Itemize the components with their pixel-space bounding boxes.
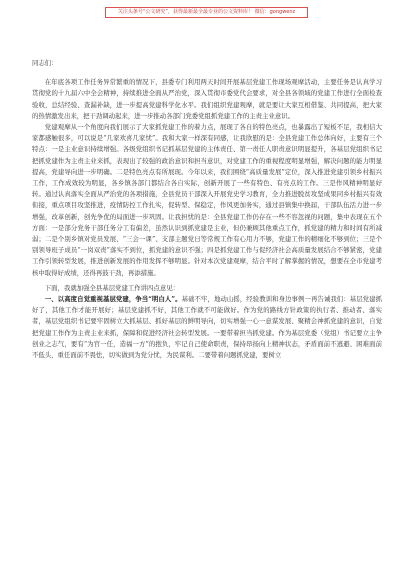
top-banner[interactable] [105,7,308,18]
salutation: 同志们： [32,59,58,67]
paragraph-transition: 下面，我就加强全县基层党建工作讲四点意见： [44,283,179,292]
section-1 [32,294,382,361]
section-1-heading: 一、以高度自觉重视基层党建，争当“明白人”。 [44,295,182,304]
section-1-text: 基础不牢，地动山摇，经验教训和身边事例一再告诫我们：基层党建抓好了，其他工作才能开展好；基层党建抓不好，其他工作就不可能做好。作为党的路线方针政策的执行者、推动者、落实者，基层党组织书记要牢固树立大抓基层、抓好基层的鲜明导向，切实增强一心一意谋发展、聚精会神抓党建的意识，自觉把党建工作作为主责主业来抓，保障和促进经济社会转型发展。一要带着担当抓党建。作为基层党委（党组）书记要立主争创业之志气，要有“为官一任，造福一方”的抱负，牢记自己使命职责，保持昂扬向上精神状态，矛盾面前不逃避、困难面前不低头，重任面前不畏怯，切实做到为党分忧，为民谋利。二要带着问题抓党建，要树立 [32,295,382,360]
banner-text: 关注头条号“公文研究”，获得最新最全最专业的公文资料库！ 微信：gongwenz [117,9,296,15]
paragraph-intro: 在年底各项工作任务异常繁重的情况下，县委专门利用两天时间开展基层党建工作现场观摩活动，主要任务是认真学习贯彻党的十九届六中全会精神，持续推进全面从严治党，深入贯彻市委党代会要求，对全县各领域的党建工作进行全面检查验收，总结经验、查漏补缺，进一步提高党建科学化水平。我们组织党建观摩，就是要让大家互相借鉴、共同提高，把大家的热情激发出来，把干劲调动起来，进一步推动各部门党委党组抓党建工作的主责主业意识。 [32,78,382,120]
document-body [32,58,382,361]
paragraph-assessment: 党建观摩从一个角度向我们展示了大家抓党建工作的着力点，展现了各自的特色亮点，也暴露出了短板不足，我相信大家都感触很多，可以说是“几家欢喜几家忧”。我和大家一样深有同感，让我欣慰的是：全县党建工作总体向好，主要有三个特点：一是主业意识持续增强。各级党组织书记抓基层党建的主体责任、第一责任人职责意识明显提升，各基层党组织书记把抓党建作为主责主业来抓，表现出了较强的政治意识和担当意识，对党建工作的重视程度明显增强，解决问题的能力明显提高，党建导向进一步明确。二是特色亮点有所展现。今年以来，我们围绕“高质量发展”定位，深入推进党建引领乡村振兴工作，工作成效较为明显，各乡镇各部门都结合各自实际，创新开展了一些有特色、有亮点的工作。三是作风精神明显好转。通过认真落实全面从严治党的各项措施，全县党员干部深入开展党史学习教育，全力推进脱贫攻坚成果同乡村振兴有效衔接，重点项目攻坚推进，疫情防控工作扎实，促转型、保稳定，作风更加务实，通过县镇集中换届，干部队伍活力进一步增强，改革创新，创先争优的局面进一步巩固。让我担忧的是：全县党建工作仍存在一些不容忽视的问题，集中表现在五个方面：一是部分党务干部任务分工有偏差，虽然认识到抓党建是主业，但仍兼顾其他重点工作，抓党建的精力和时间有所减弱；二是个别乡镇对党员发展、“三会一课”、支部主题党日等常规工作有心用力不够，党建工作的精细化不够到位；三是个别领导班子成员“一岗双责”落实不到位，抓党建的意识不强；四是抓党建工作与促经济社会高质量发展结合不够紧密，党建工作引领转型发展，推进创新发展的作用发挥不够明显。针对本次党建观摩，结合平时了解掌握的情况，想要在全市党建考核中取得好成绩，还得再鼓干劲，再添措施。 [32,123,382,277]
